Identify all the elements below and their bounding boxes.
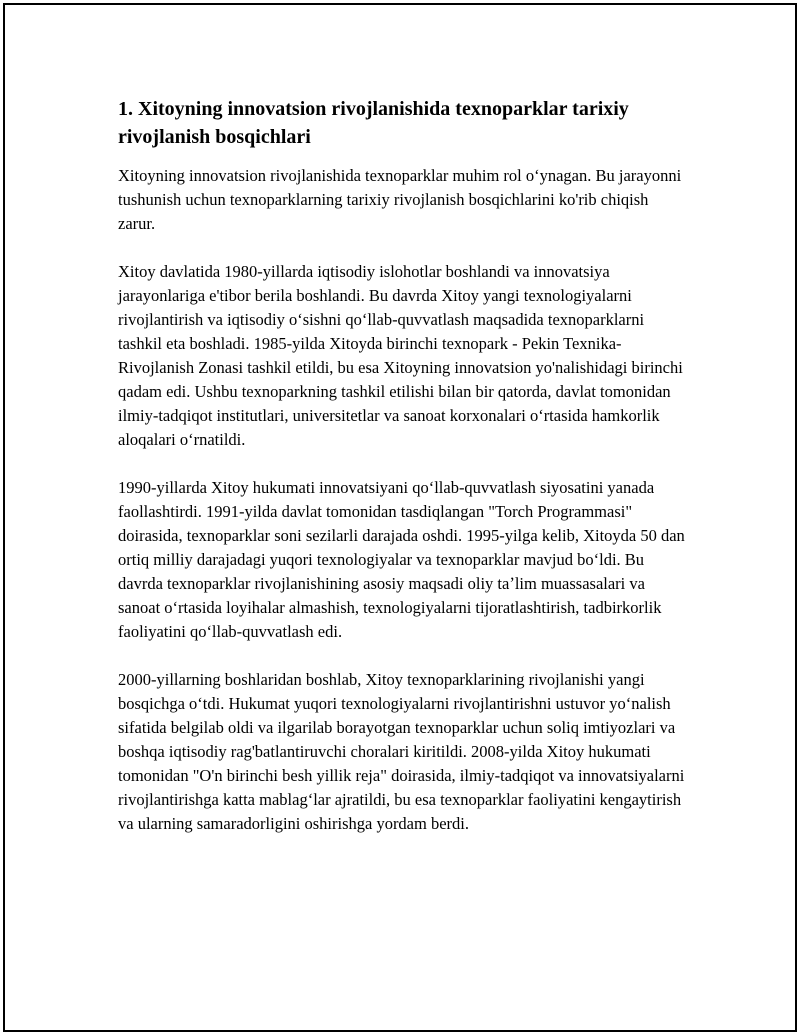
document-body (118, 95, 688, 860)
paragraph-1990s: 1990-yillarda Xitoy hukumati innovatsiyani qoʻllab-quvvatlash siyosatini yanada faollashtirdi. 1991-yilda davlat tomonidan tasdiqlangan "Torch Programmasi" doirasida, texnoparklar soni sezilarli darajada oshdi. 1995-yilga kelib, Xitoyda 50 dan ortiq milliy darajadagi yuqori texnologiyalar va texnoparklar mavjud boʻldi. Bu davrda texnoparklar rivojlanishining asosiy maqsadi oliy taʼlim muassasalari va sanoat oʻrtasida loyihalar almashish, texnologiyalarni tijoratlashtirish, tadbirkorlik faoliyatini qoʻllab-quvvatlash edi. (118, 478, 685, 641)
paragraph-2000s: 2000-yillarning boshlaridan boshlab, Xitoy texnoparklarining rivojlanishi yangi bosqichga oʻtdi. Hukumat yuqori texnologiyalarni rivojlantirishni ustuvor yoʻnalish sifatida belgilab oldi va ilgarilab borayotgan texnoparklar uchun soliq imtiyozlari va boshqa iqtisodiy rag'batlantiruvchi choralari kiritildi. 2008-yilda Xitoy hukumati tomonidan "O'n birinchi besh yillik reja" doirasida, ilmiy-tadqiqot va innovatsiyalarni rivojlantirishga katta mablagʻlar ajratildi, bu esa texnoparklar faoliyatini kengaytirish va ularning samaradorligini oshirishga yordam berdi. (118, 670, 685, 833)
paragraph-intro: Xitoyning innovatsion rivojlanishida texnoparklar muhim rol oʻynagan. Bu jarayonni tushunish uchun texnoparklarning tarixiy rivojlanish bosqichlarini ko'rib chiqish zarur. (118, 166, 682, 233)
paragraph-1980s: Xitoy davlatida 1980-yillarda iqtisodiy islohotlar boshlandi va innovatsiya jarayonlariga e'tibor berila boshlandi. Bu davrda Xitoy yangi texnologiyalarni rivojlantirish va iqtisodiy oʻsishni qoʻllab-quvvatlash maqsadida texnoparklarni tashkil eta boshladi. 1985-yilda Xitoyda birinchi texnopark - Pekin Texnika-Rivojlanish Zonasi tashkil etildi, bu esa Xitoyning innovatsion yo'nalishidagi birinchi qadam edi. Ushbu texnoparkning tashkil etilishi bilan bir qatorda, davlat tomonidan ilmiy-tadqiqot institutlari, universitetlar va sanoat korxonalari oʻrtasida hamkorlik aloqalari oʻrnatildi. (118, 262, 683, 449)
section-heading: 1. Xitoyning innovatsion rivojlanishida texnoparklar tarixiy rivojlanish bosqichlari (118, 98, 629, 148)
